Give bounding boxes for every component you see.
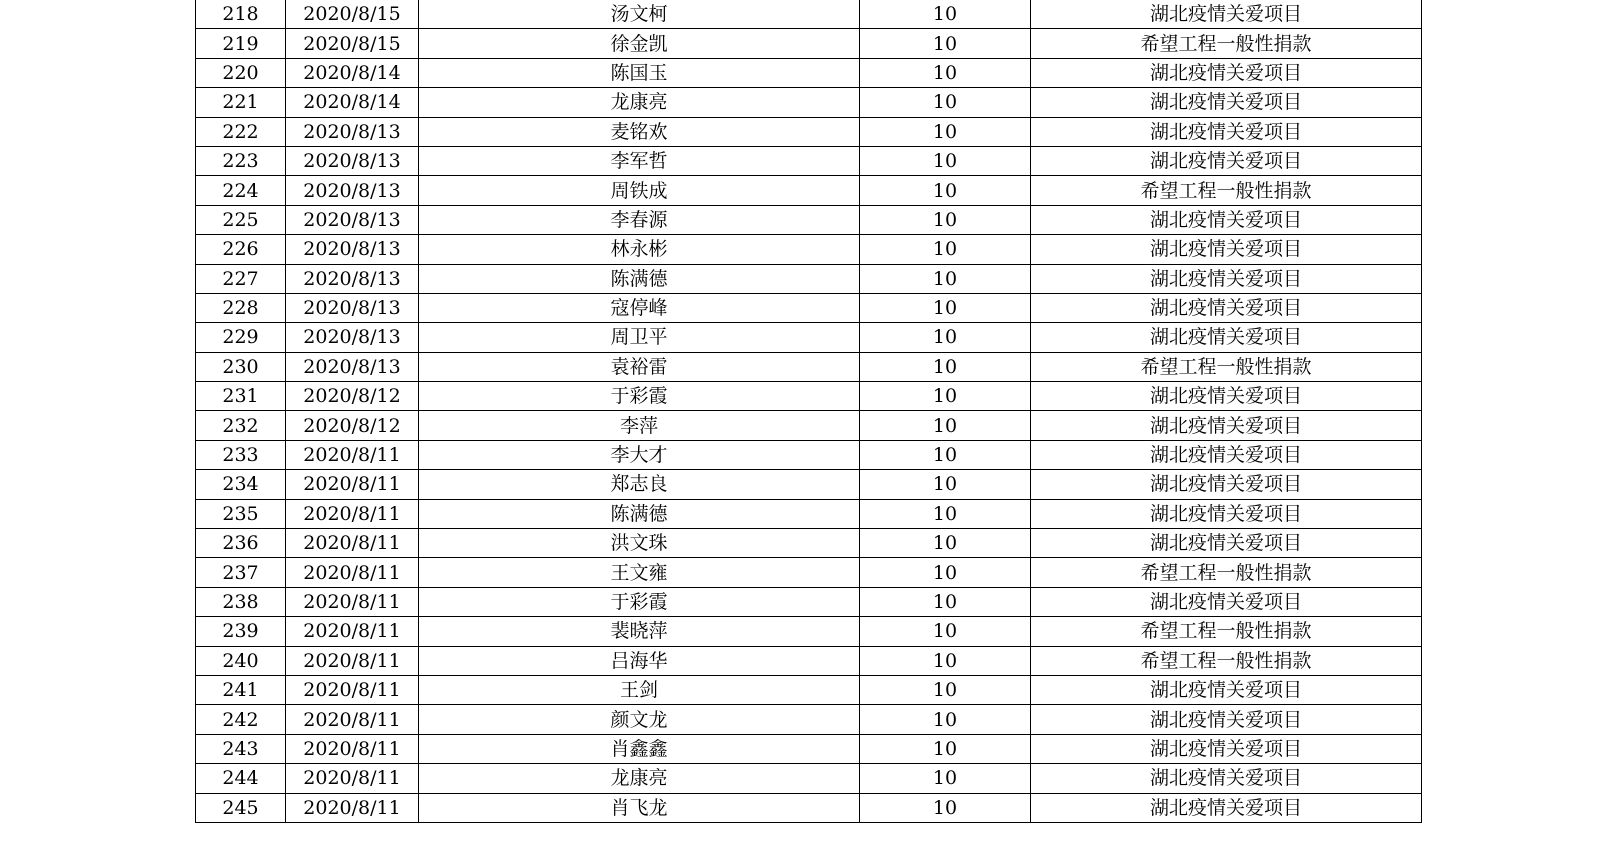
row-donor-name-cell: 王剑 (419, 675, 860, 704)
row-donor-name-cell: 龙康亮 (419, 88, 860, 117)
row-amount-cell: 10 (860, 146, 1031, 175)
row-seq-cell: 242 (196, 705, 286, 734)
row-amount-cell: 10 (860, 323, 1031, 352)
row-seq-cell: 233 (196, 440, 286, 469)
row-donor-name-cell: 林永彬 (419, 235, 860, 264)
row-project-cell: 湖北疫情关爱项目 (1031, 293, 1422, 322)
row-date-cell: 2020/8/13 (286, 293, 419, 322)
table-row (196, 88, 1422, 117)
row-seq-cell: 223 (196, 146, 286, 175)
table-row (196, 793, 1422, 822)
row-seq-cell: 229 (196, 323, 286, 352)
row-date-cell: 2020/8/13 (286, 205, 419, 234)
table-row (196, 646, 1422, 675)
row-project-cell: 湖北疫情关爱项目 (1031, 529, 1422, 558)
row-amount-cell: 10 (860, 529, 1031, 558)
row-seq-cell: 230 (196, 352, 286, 381)
row-amount-cell: 10 (860, 293, 1031, 322)
row-amount-cell: 10 (860, 235, 1031, 264)
row-amount-cell: 10 (860, 617, 1031, 646)
row-amount-cell: 10 (860, 88, 1031, 117)
row-date-cell: 2020/8/12 (286, 411, 419, 440)
row-date-cell: 2020/8/13 (286, 235, 419, 264)
donation-sheet (195, 0, 1421, 849)
row-amount-cell: 10 (860, 58, 1031, 87)
row-date-cell: 2020/8/11 (286, 470, 419, 499)
row-project-cell: 湖北疫情关爱项目 (1031, 411, 1422, 440)
row-project-cell: 湖北疫情关爱项目 (1031, 499, 1422, 528)
row-seq-cell: 227 (196, 264, 286, 293)
row-project-cell: 希望工程一般性捐款 (1031, 176, 1422, 205)
row-seq-cell: 226 (196, 235, 286, 264)
row-date-cell: 2020/8/13 (286, 176, 419, 205)
row-project-cell: 湖北疫情关爱项目 (1031, 205, 1422, 234)
row-amount-cell: 10 (860, 352, 1031, 381)
donation-table-body (196, 0, 1422, 822)
row-date-cell: 2020/8/11 (286, 646, 419, 675)
row-amount-cell: 10 (860, 558, 1031, 587)
row-date-cell: 2020/8/14 (286, 58, 419, 87)
row-seq-cell: 237 (196, 558, 286, 587)
table-row (196, 205, 1422, 234)
table-row (196, 675, 1422, 704)
row-donor-name-cell: 李萍 (419, 411, 860, 440)
row-project-cell: 湖北疫情关爱项目 (1031, 235, 1422, 264)
table-row (196, 176, 1422, 205)
row-date-cell: 2020/8/11 (286, 793, 419, 822)
row-seq-cell: 218 (196, 0, 286, 29)
table-row (196, 293, 1422, 322)
row-donor-name-cell: 王文雍 (419, 558, 860, 587)
row-donor-name-cell: 周铁成 (419, 176, 860, 205)
row-donor-name-cell: 陈满德 (419, 499, 860, 528)
table-row (196, 323, 1422, 352)
row-amount-cell: 10 (860, 205, 1031, 234)
row-project-cell: 湖北疫情关爱项目 (1031, 146, 1422, 175)
row-project-cell: 湖北疫情关爱项目 (1031, 705, 1422, 734)
row-project-cell: 湖北疫情关爱项目 (1031, 323, 1422, 352)
row-date-cell: 2020/8/11 (286, 587, 419, 616)
table-row (196, 440, 1422, 469)
row-seq-cell: 232 (196, 411, 286, 440)
row-project-cell: 湖北疫情关爱项目 (1031, 675, 1422, 704)
row-project-cell: 湖北疫情关爱项目 (1031, 587, 1422, 616)
row-donor-name-cell: 徐金凯 (419, 29, 860, 58)
table-row (196, 352, 1422, 381)
row-date-cell: 2020/8/11 (286, 529, 419, 558)
row-donor-name-cell: 肖飞龙 (419, 793, 860, 822)
row-seq-cell: 236 (196, 529, 286, 558)
row-seq-cell: 222 (196, 117, 286, 146)
row-project-cell: 湖北疫情关爱项目 (1031, 88, 1422, 117)
table-row (196, 587, 1422, 616)
row-project-cell: 湖北疫情关爱项目 (1031, 58, 1422, 87)
table-row (196, 235, 1422, 264)
row-donor-name-cell: 陈满德 (419, 264, 860, 293)
row-donor-name-cell: 于彩霞 (419, 587, 860, 616)
row-donor-name-cell: 袁裕雷 (419, 352, 860, 381)
row-date-cell: 2020/8/11 (286, 499, 419, 528)
donation-table (195, 0, 1422, 823)
row-project-cell: 湖北疫情关爱项目 (1031, 382, 1422, 411)
table-row (196, 29, 1422, 58)
row-seq-cell: 244 (196, 764, 286, 793)
row-project-cell: 希望工程一般性捐款 (1031, 558, 1422, 587)
row-seq-cell: 221 (196, 88, 286, 117)
row-project-cell: 湖北疫情关爱项目 (1031, 117, 1422, 146)
row-seq-cell: 243 (196, 734, 286, 763)
row-amount-cell: 10 (860, 793, 1031, 822)
row-date-cell: 2020/8/13 (286, 352, 419, 381)
row-date-cell: 2020/8/13 (286, 117, 419, 146)
row-date-cell: 2020/8/13 (286, 323, 419, 352)
row-donor-name-cell: 麦铭欢 (419, 117, 860, 146)
table-row (196, 499, 1422, 528)
table-row (196, 0, 1422, 29)
row-seq-cell: 245 (196, 793, 286, 822)
table-row (196, 382, 1422, 411)
row-project-cell: 湖北疫情关爱项目 (1031, 470, 1422, 499)
row-seq-cell: 231 (196, 382, 286, 411)
row-donor-name-cell: 于彩霞 (419, 382, 860, 411)
row-seq-cell: 234 (196, 470, 286, 499)
row-date-cell: 2020/8/11 (286, 440, 419, 469)
row-amount-cell: 10 (860, 29, 1031, 58)
row-donor-name-cell: 吕海华 (419, 646, 860, 675)
row-donor-name-cell: 裴晓萍 (419, 617, 860, 646)
row-amount-cell: 10 (860, 117, 1031, 146)
row-seq-cell: 241 (196, 675, 286, 704)
row-date-cell: 2020/8/11 (286, 675, 419, 704)
row-donor-name-cell: 寇停峰 (419, 293, 860, 322)
row-amount-cell: 10 (860, 440, 1031, 469)
row-amount-cell: 10 (860, 646, 1031, 675)
row-project-cell: 希望工程一般性捐款 (1031, 29, 1422, 58)
row-amount-cell: 10 (860, 734, 1031, 763)
row-donor-name-cell: 周卫平 (419, 323, 860, 352)
row-seq-cell: 228 (196, 293, 286, 322)
table-row (196, 264, 1422, 293)
row-project-cell: 湖北疫情关爱项目 (1031, 264, 1422, 293)
row-date-cell: 2020/8/13 (286, 146, 419, 175)
row-donor-name-cell: 郑志良 (419, 470, 860, 499)
row-amount-cell: 10 (860, 264, 1031, 293)
table-row (196, 558, 1422, 587)
row-project-cell: 湖北疫情关爱项目 (1031, 440, 1422, 469)
row-date-cell: 2020/8/11 (286, 705, 419, 734)
row-seq-cell: 219 (196, 29, 286, 58)
row-seq-cell: 238 (196, 587, 286, 616)
row-date-cell: 2020/8/15 (286, 29, 419, 58)
row-donor-name-cell: 李军哲 (419, 146, 860, 175)
row-donor-name-cell: 洪文珠 (419, 529, 860, 558)
row-project-cell: 希望工程一般性捐款 (1031, 617, 1422, 646)
row-donor-name-cell: 肖鑫鑫 (419, 734, 860, 763)
row-project-cell: 湖北疫情关爱项目 (1031, 764, 1422, 793)
row-seq-cell: 225 (196, 205, 286, 234)
table-row (196, 411, 1422, 440)
row-date-cell: 2020/8/13 (286, 264, 419, 293)
row-amount-cell: 10 (860, 764, 1031, 793)
row-project-cell: 希望工程一般性捐款 (1031, 352, 1422, 381)
row-amount-cell: 10 (860, 0, 1031, 29)
row-amount-cell: 10 (860, 176, 1031, 205)
row-amount-cell: 10 (860, 675, 1031, 704)
table-row (196, 734, 1422, 763)
row-project-cell: 湖北疫情关爱项目 (1031, 734, 1422, 763)
row-seq-cell: 235 (196, 499, 286, 528)
row-date-cell: 2020/8/11 (286, 764, 419, 793)
row-seq-cell: 224 (196, 176, 286, 205)
row-project-cell: 湖北疫情关爱项目 (1031, 793, 1422, 822)
row-seq-cell: 239 (196, 617, 286, 646)
row-donor-name-cell: 颜文龙 (419, 705, 860, 734)
row-amount-cell: 10 (860, 411, 1031, 440)
row-amount-cell: 10 (860, 382, 1031, 411)
row-amount-cell: 10 (860, 587, 1031, 616)
row-donor-name-cell: 陈国玉 (419, 58, 860, 87)
row-donor-name-cell: 汤文柯 (419, 0, 860, 29)
table-row (196, 617, 1422, 646)
table-row (196, 117, 1422, 146)
row-date-cell: 2020/8/11 (286, 558, 419, 587)
table-row (196, 58, 1422, 87)
row-date-cell: 2020/8/12 (286, 382, 419, 411)
table-row (196, 705, 1422, 734)
row-project-cell: 希望工程一般性捐款 (1031, 646, 1422, 675)
row-amount-cell: 10 (860, 499, 1031, 528)
row-amount-cell: 10 (860, 705, 1031, 734)
row-date-cell: 2020/8/11 (286, 734, 419, 763)
row-date-cell: 2020/8/11 (286, 617, 419, 646)
table-row (196, 470, 1422, 499)
row-donor-name-cell: 李大才 (419, 440, 860, 469)
row-seq-cell: 240 (196, 646, 286, 675)
table-row (196, 764, 1422, 793)
row-project-cell: 湖北疫情关爱项目 (1031, 0, 1422, 29)
table-row (196, 146, 1422, 175)
row-amount-cell: 10 (860, 470, 1031, 499)
row-donor-name-cell: 李春源 (419, 205, 860, 234)
row-date-cell: 2020/8/15 (286, 0, 419, 29)
row-donor-name-cell: 龙康亮 (419, 764, 860, 793)
table-row (196, 529, 1422, 558)
row-date-cell: 2020/8/14 (286, 88, 419, 117)
row-seq-cell: 220 (196, 58, 286, 87)
